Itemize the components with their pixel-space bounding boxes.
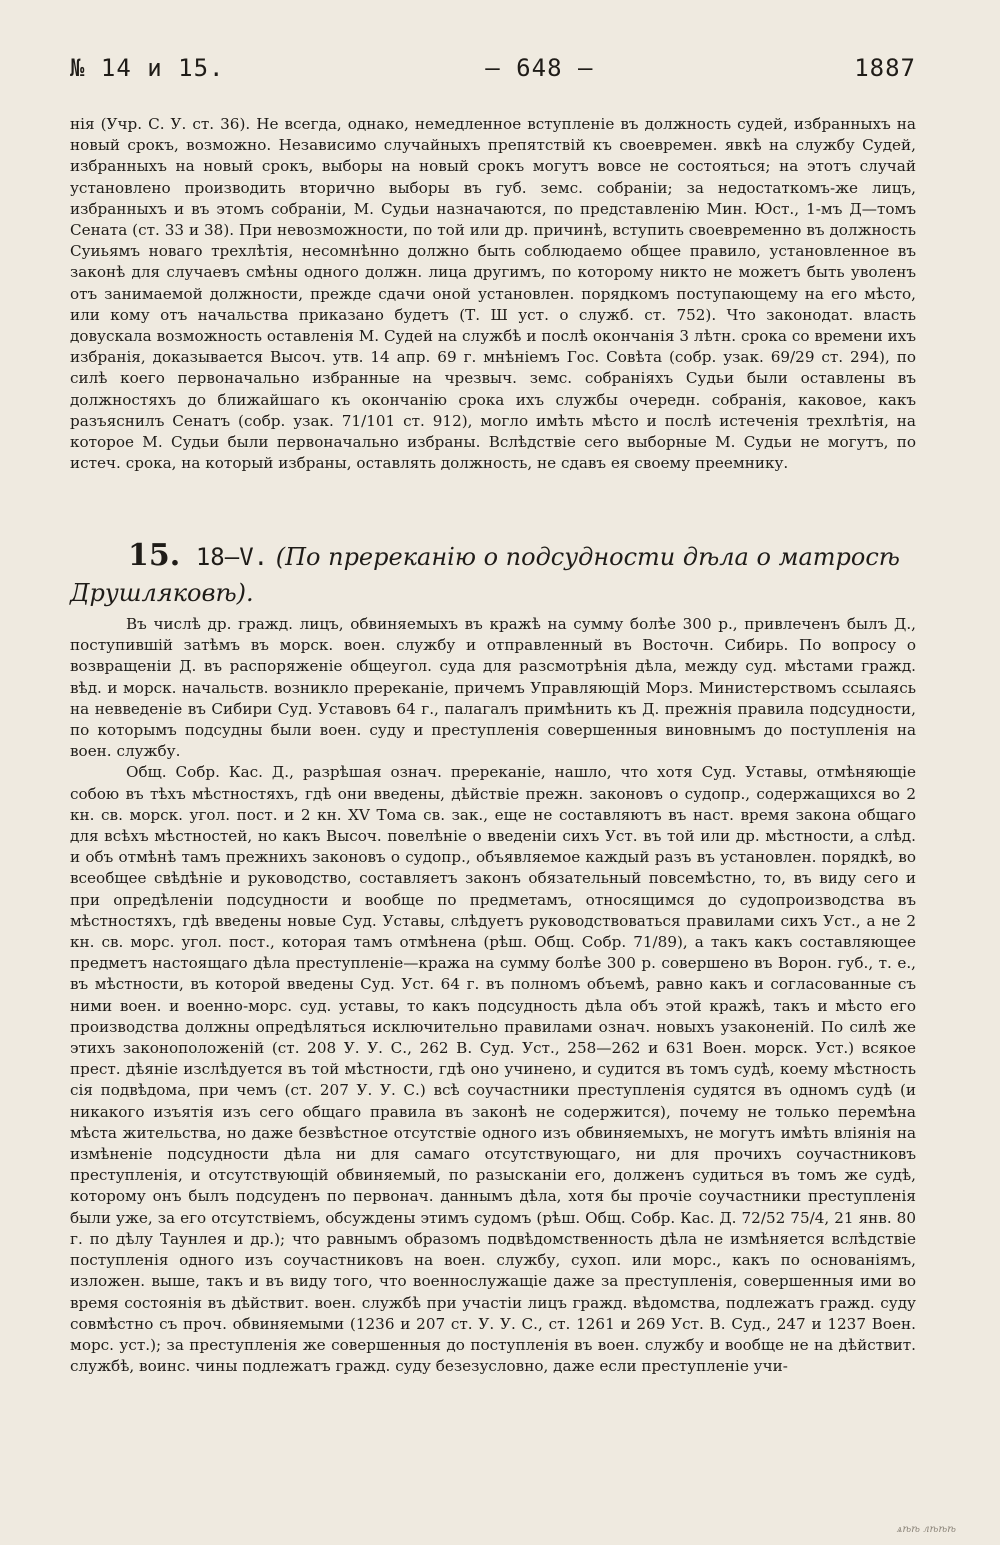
section-number: 15. (128, 538, 181, 573)
paragraph-1: Въ числѣ др. гражд. лицъ, обвиняемыхъ въ кражѣ на сумму болѣе 300 р., привлеченъ былъ Д., поступившій затѣмъ въ морск. воен. службу и отправленный въ Восточн. Сибирь. По вопросу о возвращеніи Д. въ распоряженіе общеугол. суда для разсмотрѣнія дѣла, между суд. мѣстами гражд. вѣд. и морск. начальств. возникло пререканіе, причемъ Управляющій Морз. Министерствомъ ссылаясь на невведеніе въ Сибири Суд. Уставовъ 64 г., палагалъ примѣнить къ Д. прежнія правила подсудности, по которымъ подсудны были воен. суду и преступленія совершенныя виновнымъ до поступленія на воен. службу. (70, 615, 916, 761)
section-date: 18—V. (195, 543, 269, 571)
page-number: — 648 — (485, 54, 594, 82)
running-header (70, 54, 916, 90)
paragraph-intro: нія (Учр. С. У. ст. 36). Не всегда, однако, немедленное вступленіе въ должность судей, избранныхъ на новый срокъ, возможно. Независимо случайныхъ препятствій къ своевремен. явкѣ на службу Судей, избранныхъ на новый срокъ, выборы на новый срокъ могутъ вовсе не состояться; на этотъ случай установлено производить вторично выборы въ губ. земс. собраніи; за недостаткомъ-же лицъ, избранныхъ и въ этомъ собраніи, М. Судьи назначаются, по представленію Мин. Юст., 1-мъ Д—томъ Сената (ст. 33 и 38). При невозможности, по той или др. причинѣ, вступить своевременно въ должность Суиьямъ новаго трехлѣтія, несомнѣнно должно быть соблюдаемо общее правило, установленное въ законѣ для случаевъ смѣны одного должн. лица другимъ, по которому никто не можетъ быть уволенъ отъ занимаемой должности, прежде сдачи оной установлен. порядкомъ поступающему на его мѣсто, или кому отъ начальства приказано будетъ (Т. Ш уст. о служб. ст. 752). Что законодат. власть довускала возможность оставленія М. Судей на службѣ и послѣ окончанія 3 лѣтн. срока со времени ихъ избранія, доказывается Высоч. утв. 14 апр. 69 г. мнѣніемъ Гос. Совѣта (собр. узак. 69/29 ст. 294), по силѣ коего первоначально избранные на чрезвыч. земс. собраніяхъ Судьи были оставлены въ должностяхъ до ближайшаго къ окончанію срока ихъ службы очередн. собранія, каковое, какъ разъяснилъ Сенатъ (собр. узак. 71/101 ст. 912), могло имѣть мѣсто и послѣ истеченія трехлѣтія, на которое М. Судьи были первоначально избраны. Вслѣдствіе сего выборные М. Судьи не могутъ, по истеч. срока, на который избраны, оставлять должность, не сдавъ ея своему преемнику. (70, 115, 916, 473)
continued-text-block (70, 114, 916, 474)
year: 1887 (854, 54, 916, 82)
section-title: (По пререканію о подсудности дѣла о матросѣ Друшляковѣ). (70, 543, 900, 607)
section-body (70, 614, 916, 1377)
issue-number: № 14 и 15. (70, 54, 225, 82)
margin-mark: ѧѣѣ лѣѣѣ (896, 1524, 956, 1535)
section-heading (70, 538, 916, 611)
paragraph-2: Общ. Собр. Кас. Д., разрѣшая означ. пререканіе, нашло, что хотя Суд. Уставы, отмѣняющіе собою въ тѣхъ мѣстностяхъ, гдѣ они введены, дѣйствіе прежн. законовъ о судопр., содержащихся во 2 кн. св. морск. угол. пост. и 2 кн. XV Тома св. зак., еще не составляютъ въ наст. время закона общаго для всѣхъ мѣстностей, но какъ Высоч. повелѣніе о введеніи сихъ Уст. въ той или др. мѣстности, а слѣд. и объ отмѣнѣ тамъ прежнихъ законовъ о судопр., объявляемое каждый разъ въ установлен. порядкѣ, во всеобщее свѣдѣніе и руководство, составляетъ законъ обязательный повсемѣстно, то, въ виду сего и при опредѣленіи подсудности и вообще по предметамъ, относящимся до судопроизводства въ мѣстностяхъ, гдѣ введены новые Суд. Уставы, слѣдуетъ руководствоваться правилами сихъ Уст., а не 2 кн. св. морс. угол. пост., которая тамъ отмѣнена (рѣш. Общ. Собр. 71/89), а такъ какъ составляющее предметъ настоящаго дѣла преступленіе—кража на сумму болѣе 300 р. совершено въ Ворон. губ., т. е., въ мѣстности, въ которой введены Суд. Уст. 64 г. въ полномъ объемѣ, равно какъ и согласованные съ ними воен. и военно-морс. суд. уставы, то какъ подсудность дѣла объ этой кражѣ, такъ и мѣсто его производства должны опредѣляться исключительно правилами означ. новыхъ узаконеній. По силѣ же этихъ законоположеній (ст. 208 У. У. С., 262 В. Суд. Уст., 258—262 и 631 Воен. морск. Уст.) всякое прест. дѣяніе изслѣдуется въ той мѣстности, гдѣ оно учинено, и судится въ томъ судѣ, коему мѣстность сія подвѣдома, при чемъ (ст. 207 У. У. С.) всѣ соучастники преступленія судятся въ одномъ судѣ (и никакого изъятія изъ сего общаго правила въ законѣ не содержится), почему не только перемѣна мѣста жительства, но даже безвѣстное отсутствіе одного изъ обвиняемыхъ, не могутъ имѣть вліянія на измѣненіе подсудности дѣла ни для самаго отсутствующаго, ни для прочихъ соучастниковъ преступленія, и отсутствующій обвиняемый, по разысканіи его, долженъ судиться въ томъ же судѣ, которому онъ былъ подсуденъ по первонач. даннымъ дѣла, хотя бы прочіе соучастники преступленія были уже, за его отсутствіемъ, обсуждены этимъ судомъ (рѣш. Общ. Собр. Кас. Д. 72/52 75/4, 21 янв. 80 г. по дѣлу Таунлея и др.); что равнымъ образомъ подвѣдомственность дѣла не измѣняется вслѣдствіе поступленія одного изъ соучастниковъ на воен. службу, сухоп. или морс., какъ по основаніямъ, изложен. выше, такъ и въ виду того, что военнослужащіе даже за преступленія, совершенныя ими во время состоянія въ дѣйствит. воен. службѣ при участіи лицъ гражд. вѣдомства, подлежатъ гражд. суду совмѣстно съ проч. обвиняемыми (1236 и 207 ст. У. У. С., ст. 1261 и 269 Уст. В. Суд., 247 и 1237 Воен. морс. уст.); за преступленія же совершенныя до поступленія въ воен. службу и вообще не на дѣйствит. службѣ, воинс. чины подлежатъ гражд. суду безезусловно, даже если преступленіе учи- (70, 763, 916, 1376)
